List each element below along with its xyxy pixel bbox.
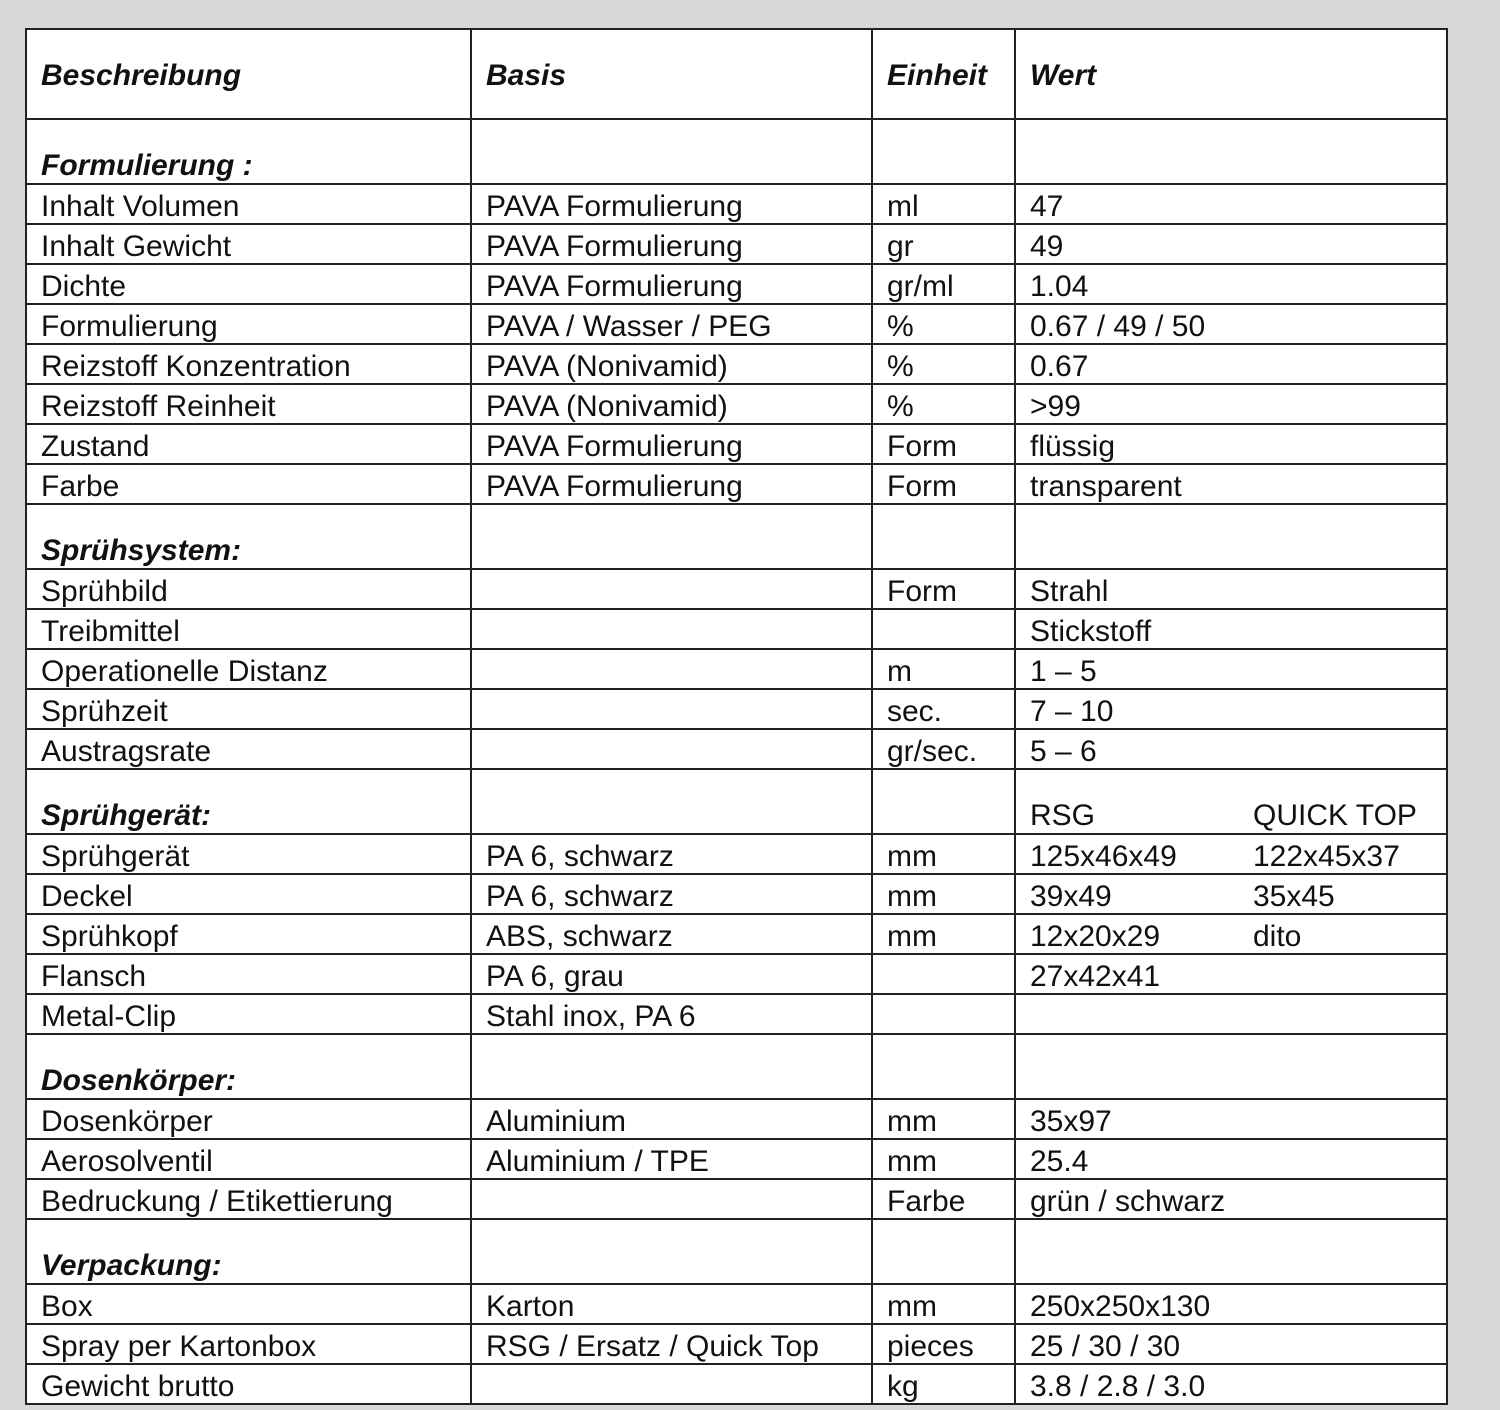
cell-basis: ABS, schwarz	[471, 914, 872, 954]
cell-basis: PA 6, schwarz	[471, 834, 872, 874]
cell-beschreibung: Sprühzeit	[26, 689, 471, 729]
cell-beschreibung: Dichte	[26, 264, 471, 304]
cell-basis: PAVA (Nonivamid)	[471, 344, 872, 384]
cell-basis	[471, 569, 872, 609]
cell-wert	[1015, 834, 1447, 874]
cell-beschreibung: Farbe	[26, 464, 471, 504]
cell-einheit: gr	[872, 224, 1015, 264]
cell-einheit: kg	[872, 1364, 1015, 1404]
section-basis-empty	[471, 1034, 872, 1099]
header-beschreibung: Beschreibung	[26, 29, 471, 119]
cell-beschreibung: Sprühgerät	[26, 834, 471, 874]
section-unit-empty	[872, 1219, 1015, 1284]
cell-beschreibung: Treibmittel	[26, 609, 471, 649]
table-row	[26, 384, 1447, 424]
table-row	[26, 914, 1447, 954]
section-unit-empty	[872, 504, 1015, 569]
section-title: Sprühsystem:	[26, 504, 471, 569]
cell-basis: PAVA Formulierung	[471, 264, 872, 304]
cell-basis: PA 6, grau	[471, 954, 872, 994]
cell-wert-rsg: 39x49	[1030, 880, 1112, 913]
cell-beschreibung: Reizstoff Konzentration	[26, 344, 471, 384]
cell-wert: Stickstoff	[1015, 609, 1447, 649]
table-row	[26, 464, 1447, 504]
cell-einheit: gr/sec.	[872, 729, 1015, 769]
cell-einheit: gr/ml	[872, 264, 1015, 304]
table-row	[26, 1139, 1447, 1179]
cell-wert	[1015, 914, 1447, 954]
cell-basis: PAVA Formulierung	[471, 464, 872, 504]
cell-basis	[471, 729, 872, 769]
cell-einheit: pieces	[872, 1324, 1015, 1364]
cell-wert: >99	[1015, 384, 1447, 424]
cell-wert	[1015, 954, 1447, 994]
cell-einheit: mm	[872, 874, 1015, 914]
section-row	[26, 1034, 1447, 1099]
section-basis-empty	[471, 1219, 872, 1284]
header-basis: Basis	[471, 29, 872, 119]
table-row	[26, 954, 1447, 994]
table-row	[26, 424, 1447, 464]
table-row	[26, 874, 1447, 914]
cell-basis: Aluminium	[471, 1099, 872, 1139]
cell-beschreibung: Bedruckung / Etikettierung	[26, 1179, 471, 1219]
cell-einheit: %	[872, 344, 1015, 384]
cell-beschreibung: Inhalt Volumen	[26, 184, 471, 224]
cell-wert: transparent	[1015, 464, 1447, 504]
cell-wert-rsg: 12x20x29	[1030, 920, 1161, 953]
cell-basis: PA 6, schwarz	[471, 874, 872, 914]
header-wert: Wert	[1015, 29, 1447, 119]
cell-wert: 25.4	[1015, 1139, 1447, 1179]
table-row	[26, 1179, 1447, 1219]
cell-wert: 25 / 30 / 30	[1015, 1324, 1447, 1364]
cell-basis: PAVA Formulierung	[471, 424, 872, 464]
cell-beschreibung: Sprühbild	[26, 569, 471, 609]
section-title: Verpackung:	[26, 1219, 471, 1284]
section-row	[26, 1219, 1447, 1284]
cell-basis: PAVA Formulierung	[471, 224, 872, 264]
cell-einheit: Form	[872, 464, 1015, 504]
cell-beschreibung: Reizstoff Reinheit	[26, 384, 471, 424]
section-row	[26, 769, 1447, 834]
cell-einheit: %	[872, 304, 1015, 344]
cell-beschreibung: Metal-Clip	[26, 994, 471, 1034]
cell-beschreibung: Dosenkörper	[26, 1099, 471, 1139]
header-einheit: Einheit	[872, 29, 1015, 119]
cell-beschreibung: Sprühkopf	[26, 914, 471, 954]
cell-wert-quick-top: dito	[1253, 920, 1302, 953]
table-row	[26, 609, 1447, 649]
cell-beschreibung: Operationelle Distanz	[26, 649, 471, 689]
section-unit-empty	[872, 769, 1015, 834]
cell-basis	[471, 689, 872, 729]
section-basis-empty	[471, 119, 872, 184]
table-row	[26, 224, 1447, 264]
cell-wert	[1015, 994, 1447, 1034]
cell-einheit: mm	[872, 1099, 1015, 1139]
cell-beschreibung: Deckel	[26, 874, 471, 914]
section-title: Dosenkörper:	[26, 1034, 471, 1099]
table-row	[26, 994, 1447, 1034]
cell-einheit: Form	[872, 569, 1015, 609]
cell-wert: 49	[1015, 224, 1447, 264]
cell-wert: 250x250x130	[1015, 1284, 1447, 1324]
cell-einheit: ml	[872, 184, 1015, 224]
cell-wert-quick-top: 35x45	[1253, 880, 1335, 913]
cell-wert: 3.8 / 2.8 / 3.0	[1015, 1364, 1447, 1404]
cell-einheit: Farbe	[872, 1179, 1015, 1219]
section-basis-empty	[471, 504, 872, 569]
cell-einheit: sec.	[872, 689, 1015, 729]
section-row	[26, 119, 1447, 184]
cell-wert-rsg: 27x42x41	[1030, 960, 1161, 993]
cell-basis	[471, 609, 872, 649]
cell-einheit: mm	[872, 1139, 1015, 1179]
table-row	[26, 264, 1447, 304]
cell-wert: 1.04	[1015, 264, 1447, 304]
cell-wert: 7 – 10	[1015, 689, 1447, 729]
cell-basis: PAVA Formulierung	[471, 184, 872, 224]
section-value-header	[1015, 769, 1447, 834]
table-row	[26, 1284, 1447, 1324]
section-title: Sprühgerät:	[26, 769, 471, 834]
section-unit-empty	[872, 119, 1015, 184]
table-row	[26, 1364, 1447, 1404]
section-unit-empty	[872, 1034, 1015, 1099]
cell-wert: Strahl	[1015, 569, 1447, 609]
cell-wert: 0.67	[1015, 344, 1447, 384]
section-value-header-rsg: RSG	[1030, 799, 1096, 832]
table-body	[26, 29, 1447, 1404]
table-row	[26, 344, 1447, 384]
cell-basis	[471, 649, 872, 689]
cell-einheit: m	[872, 649, 1015, 689]
cell-basis: Aluminium / TPE	[471, 1139, 872, 1179]
cell-beschreibung: Flansch	[26, 954, 471, 994]
cell-beschreibung: Zustand	[26, 424, 471, 464]
table-row	[26, 184, 1447, 224]
cell-einheit: Form	[872, 424, 1015, 464]
table-row	[26, 304, 1447, 344]
cell-beschreibung: Formulierung	[26, 304, 471, 344]
cell-wert: 35x97	[1015, 1099, 1447, 1139]
table-row	[26, 1324, 1447, 1364]
cell-beschreibung: Box	[26, 1284, 471, 1324]
cell-beschreibung: Gewicht brutto	[26, 1364, 471, 1404]
cell-wert: 47	[1015, 184, 1447, 224]
section-value-header-quick-top: QUICK TOP	[1253, 799, 1417, 832]
cell-basis: PAVA (Nonivamid)	[471, 384, 872, 424]
cell-einheit: mm	[872, 1284, 1015, 1324]
table-row	[26, 649, 1447, 689]
cell-wert: 1 – 5	[1015, 649, 1447, 689]
table-row	[26, 1099, 1447, 1139]
cell-wert: flüssig	[1015, 424, 1447, 464]
cell-beschreibung: Austragsrate	[26, 729, 471, 769]
cell-einheit	[872, 994, 1015, 1034]
cell-basis	[471, 1179, 872, 1219]
cell-einheit: mm	[872, 914, 1015, 954]
cell-beschreibung: Inhalt Gewicht	[26, 224, 471, 264]
spec-table	[25, 28, 1448, 1405]
table-row	[26, 834, 1447, 874]
cell-wert-rsg: 125x46x49	[1030, 840, 1177, 873]
cell-beschreibung: Spray per Kartonbox	[26, 1324, 471, 1364]
section-value-empty	[1015, 1219, 1447, 1284]
header-row	[26, 29, 1447, 119]
section-value-empty	[1015, 119, 1447, 184]
cell-basis: PAVA / Wasser / PEG	[471, 304, 872, 344]
cell-einheit: mm	[872, 834, 1015, 874]
cell-basis	[471, 1364, 872, 1404]
cell-basis: Karton	[471, 1284, 872, 1324]
table-row	[26, 689, 1447, 729]
section-value-empty	[1015, 504, 1447, 569]
table-row	[26, 569, 1447, 609]
cell-beschreibung: Aerosolventil	[26, 1139, 471, 1179]
cell-einheit	[872, 954, 1015, 994]
cell-basis: Stahl inox, PA 6	[471, 994, 872, 1034]
section-row	[26, 504, 1447, 569]
section-basis-empty	[471, 769, 872, 834]
cell-einheit	[872, 609, 1015, 649]
cell-einheit: %	[872, 384, 1015, 424]
section-value-empty	[1015, 1034, 1447, 1099]
cell-wert: grün / schwarz	[1015, 1179, 1447, 1219]
cell-basis: RSG / Ersatz / Quick Top	[471, 1324, 872, 1364]
cell-wert: 0.67 / 49 / 50	[1015, 304, 1447, 344]
cell-wert-quick-top: 122x45x37	[1253, 840, 1400, 873]
cell-wert: 5 – 6	[1015, 729, 1447, 769]
section-title: Formulierung :	[26, 119, 471, 184]
table-row	[26, 729, 1447, 769]
cell-wert	[1015, 874, 1447, 914]
